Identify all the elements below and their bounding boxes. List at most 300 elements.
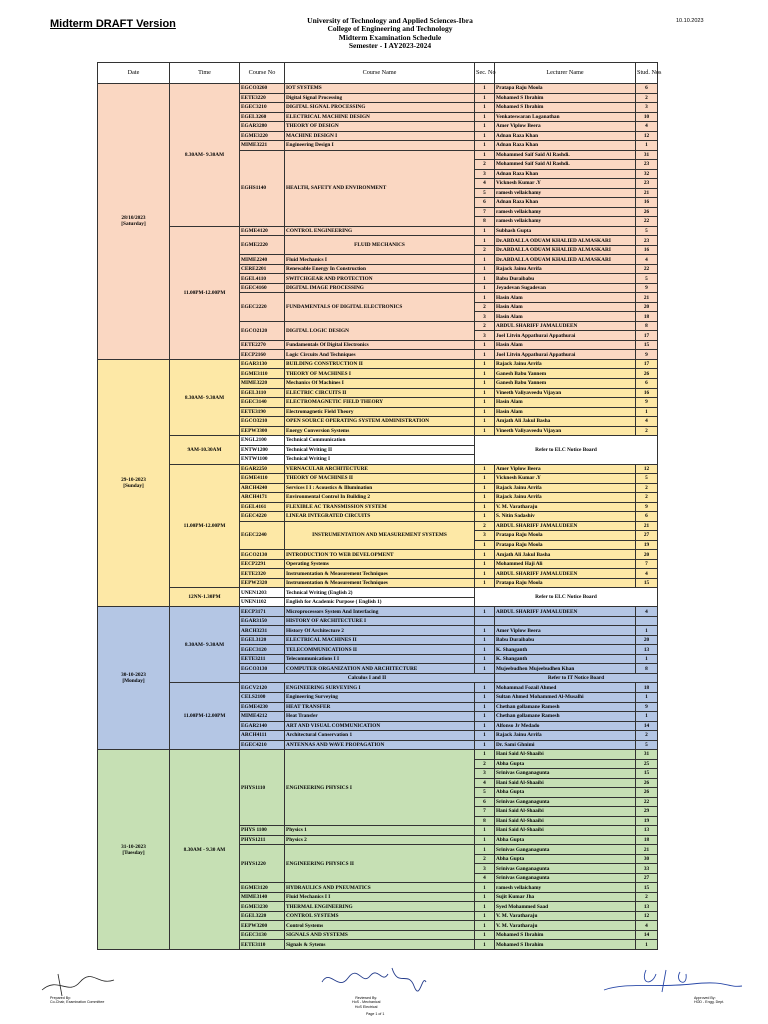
course-code: EEPW2320 bbox=[240, 578, 285, 588]
table-row bbox=[98, 750, 658, 760]
course-code: EETE2270 bbox=[240, 340, 285, 350]
student-count: 4 bbox=[636, 255, 658, 265]
course-code: ARCH3231 bbox=[240, 626, 285, 636]
table-row bbox=[98, 226, 658, 236]
lecturer-name: Mujeebudhen Mujeebudhen Khan bbox=[495, 664, 636, 674]
student-count: 1 bbox=[636, 626, 658, 636]
section-number: 3 bbox=[475, 169, 495, 179]
course-name: Heat Transfer bbox=[285, 712, 475, 722]
column-header-date: Date bbox=[98, 63, 170, 84]
student-count: 13 bbox=[636, 645, 658, 655]
column-header-course-name: Course Name bbox=[285, 63, 475, 84]
lecturer-name: Amjath Ali Jakul Basha bbox=[495, 550, 636, 560]
lecturer-name: Mohammed Saif Said Al Rashdi. bbox=[495, 160, 636, 170]
lecturer-name: Hasin Alam bbox=[495, 302, 636, 312]
time-slot-cell: 8.30AM- 9.30AM bbox=[170, 607, 240, 683]
lecturer-name: Ganesh Babu Yannem bbox=[495, 378, 636, 388]
lecturer-name: Mohamed S Ibrahim bbox=[495, 103, 636, 113]
section-number: 1 bbox=[475, 940, 495, 950]
course-code: EETE3211 bbox=[240, 654, 285, 664]
section-number: 1 bbox=[475, 883, 495, 893]
lecturer-name: Mohamed S Ibrahim bbox=[495, 940, 636, 950]
lecturer-name: Rajack Jainu Arrifa bbox=[495, 483, 636, 493]
course-code: EGAR3150 bbox=[240, 616, 285, 626]
section-number: 1 bbox=[475, 350, 495, 360]
lecturer-name: Hani Said Al-Shaaibi bbox=[495, 778, 636, 788]
reviewed-role-electrical: HoS Electrical bbox=[354, 1004, 378, 1009]
section-number: 1 bbox=[475, 141, 495, 151]
section-number: 1 bbox=[475, 122, 495, 132]
lecturer-name: Syed Mohammed Saad bbox=[495, 902, 636, 912]
course-code: EECP2160 bbox=[240, 350, 285, 360]
course-name: Technical Writing (English 2) bbox=[285, 588, 475, 598]
course-code: EECP3171 bbox=[240, 607, 285, 617]
course-code: MIME3221 bbox=[240, 141, 285, 151]
section-number: 1 bbox=[475, 683, 495, 693]
section-number: 4 bbox=[475, 873, 495, 883]
course-name: INSTRUMENTATION AND MEASUREMENT SYSTEMS bbox=[285, 521, 475, 550]
section-number: 1 bbox=[475, 464, 495, 474]
lecturer-name: Joel Litvin Appathurai Appathurai bbox=[495, 331, 636, 341]
student-count: 14 bbox=[636, 930, 658, 940]
course-name: Telecommunications I I bbox=[285, 654, 475, 664]
course-name: ENGINEERING PHYSICS II bbox=[285, 845, 475, 883]
course-name: ELECTRICAL MACHINE DESIGN bbox=[285, 112, 475, 122]
exam-date: 28/10/2023 bbox=[121, 215, 146, 222]
student-count: 10 bbox=[636, 112, 658, 122]
student-count: 22 bbox=[636, 264, 658, 274]
student-count: 18 bbox=[636, 683, 658, 693]
course-name: Engineering Design I bbox=[285, 141, 475, 151]
time-slot-cell: 11.00PM-12.00PM bbox=[170, 226, 240, 359]
section-number: 3 bbox=[475, 531, 495, 541]
course-name: Fluid Mechanics I bbox=[285, 255, 475, 265]
section-number: 1 bbox=[475, 712, 495, 722]
course-name: ENGINEERING PHYSICS I bbox=[285, 750, 475, 826]
student-count: 5 bbox=[636, 740, 658, 750]
section-number: 1 bbox=[475, 578, 495, 588]
student-count: 7 bbox=[636, 559, 658, 569]
date-cell bbox=[98, 750, 170, 950]
student-count: 4 bbox=[636, 417, 658, 427]
section-number: 2 bbox=[475, 321, 495, 331]
student-count: 3 bbox=[636, 103, 658, 113]
course-name: DIGITAL LOGIC DESIGN bbox=[285, 321, 475, 340]
exam-date: 29-10-2023 bbox=[121, 477, 146, 484]
lecturer-name: Srinivas Ganganagunta bbox=[495, 873, 636, 883]
course-code: EGCO3130 bbox=[240, 664, 285, 674]
exam-weekday: [Sunday] bbox=[123, 483, 144, 490]
student-count: 13 bbox=[636, 826, 658, 836]
lecturer-name: Mohamed S Ibrahim bbox=[495, 93, 636, 103]
student-count: 6 bbox=[636, 84, 658, 94]
lecturer-name: Rajack Jainu Arrifa bbox=[495, 731, 636, 741]
course-code: EGAR2250 bbox=[240, 464, 285, 474]
section-number: 1 bbox=[475, 502, 495, 512]
course-name: Architectural Conservation 1 bbox=[285, 731, 475, 741]
course-name: HYDRAULICS AND PNEUMATICS bbox=[285, 883, 475, 893]
section-number: 3 bbox=[475, 864, 495, 874]
lecturer-name: ABDUL SHARIFF JAMALUDEEN bbox=[495, 569, 636, 579]
section-number: 1 bbox=[475, 93, 495, 103]
student-count: 33 bbox=[636, 864, 658, 874]
lecturer-name: Abha Gupta bbox=[495, 835, 636, 845]
student-count: 26 bbox=[636, 207, 658, 217]
section-number: 6 bbox=[475, 198, 495, 208]
course-code: ARCH4111 bbox=[240, 731, 285, 741]
course-name: THEORY OF MACHINES I bbox=[285, 369, 475, 379]
lecturer-name: Srinivas Ganganagunta bbox=[495, 864, 636, 874]
table-row bbox=[98, 359, 658, 369]
course-code: ARCH4240 bbox=[240, 483, 285, 493]
course-name: Microprocessors System And Interfacing bbox=[285, 607, 475, 617]
section-number: 1 bbox=[475, 645, 495, 655]
course-code: EGME3230 bbox=[240, 902, 285, 912]
student-count: 5 bbox=[636, 474, 658, 484]
section-number: 1 bbox=[475, 493, 495, 503]
time-slot-cell: 8.30AM - 9.30 AM bbox=[170, 750, 240, 950]
course-name: SWITCHGEAR AND PROTECTION bbox=[285, 274, 475, 284]
semester-label: Semester - I AY2023-2024 bbox=[348, 41, 432, 51]
lecturer-name: ABDUL SHARIFF JAMALUDEEN bbox=[495, 321, 636, 331]
section-number: 5 bbox=[475, 188, 495, 198]
section-number: 1 bbox=[475, 930, 495, 940]
reviewed-label: Reviewed By: bbox=[355, 996, 378, 1000]
lecturer-name: Babu Duraibabu bbox=[495, 635, 636, 645]
course-name: Operating Systems bbox=[285, 559, 475, 569]
approved-role: HOD - Engg. Dept. bbox=[694, 1000, 725, 1005]
course-name: VERNACULAR ARCHITECTURE bbox=[285, 464, 475, 474]
section-number: 1 bbox=[475, 550, 495, 560]
section-number: 2 bbox=[475, 302, 495, 312]
lecturer-name: Amer Viplow Beera bbox=[495, 626, 636, 636]
course-code: EGME2220 bbox=[240, 236, 285, 255]
lecturer-name: Adnan Raza Khan bbox=[495, 141, 636, 151]
lecturer-name: Amer Viplow Beera bbox=[495, 122, 636, 132]
footer-prepared bbox=[50, 996, 104, 1005]
student-count: 18 bbox=[636, 835, 658, 845]
student-count: 26 bbox=[636, 778, 658, 788]
student-count: 12 bbox=[636, 131, 658, 141]
section-number: 1 bbox=[475, 559, 495, 569]
column-header-course-no: Course No bbox=[240, 63, 285, 84]
student-count: 31 bbox=[636, 750, 658, 760]
section-number: 5 bbox=[475, 788, 495, 798]
lecturer-name: Pratapa Raju Moola bbox=[495, 84, 636, 94]
student-count: 15 bbox=[636, 769, 658, 779]
course-code: CELS2100 bbox=[240, 693, 285, 703]
lecturer-name: Subhash Gupta bbox=[495, 226, 636, 236]
student-count: 15 bbox=[636, 340, 658, 350]
section-number: 1 bbox=[475, 264, 495, 274]
course-code: EGME4230 bbox=[240, 702, 285, 712]
footer-approved bbox=[694, 996, 724, 1005]
course-name: Technical Communication bbox=[285, 436, 475, 446]
course-code: EGME3120 bbox=[240, 883, 285, 893]
course-code: EGEL3110 bbox=[240, 388, 285, 398]
course-code: CERE2201 bbox=[240, 264, 285, 274]
section-number: 1 bbox=[475, 664, 495, 674]
course-code: EETE2320 bbox=[240, 569, 285, 579]
column-header-section: Sec. No bbox=[475, 63, 495, 84]
section-number: 1 bbox=[475, 626, 495, 636]
prepared-role: Co-Chair, Examination Committee bbox=[50, 1000, 105, 1005]
section-number: 1 bbox=[475, 702, 495, 712]
course-code: EGEL4161 bbox=[240, 502, 285, 512]
student-count: 21 bbox=[636, 521, 658, 531]
course-name: ELECTROMAGNETIC FIELD THEORY bbox=[285, 398, 475, 408]
section-number: 1 bbox=[475, 635, 495, 645]
lecturer-name: Mohammed Haji Ali bbox=[495, 559, 636, 569]
page-number: Page 1 of 1 bbox=[366, 1012, 385, 1016]
university-name: University of Technology and Applied Sciences-Ibra bbox=[307, 16, 473, 25]
lecturer-name: Abha Gupta bbox=[495, 759, 636, 769]
lecturer-name: V. M. Varatharaju bbox=[495, 911, 636, 921]
schedule-title: Midterm Examination Schedule bbox=[338, 32, 442, 42]
course-code: EGAR2140 bbox=[240, 721, 285, 731]
table-row bbox=[98, 464, 658, 474]
section-number: 1 bbox=[475, 911, 495, 921]
section-number: 3 bbox=[475, 331, 495, 341]
lecturer-name: Hasin Alam bbox=[495, 293, 636, 303]
lecturer-name: Dr.ABDALLA ODUAM KHALIED ALMASKARI bbox=[495, 255, 636, 265]
lecturer-name: Mohammad Fozail Ahmed bbox=[495, 683, 636, 693]
course-code: ENGL2100 bbox=[240, 436, 285, 446]
section-number: 1 bbox=[475, 483, 495, 493]
course-name: Physics 1 bbox=[285, 826, 475, 836]
course-code: EGEC3120 bbox=[240, 645, 285, 655]
approved-label: Approved By: bbox=[694, 996, 716, 1000]
section-number: 1 bbox=[475, 607, 495, 617]
course-name: THEORY OF DESIGN bbox=[285, 122, 475, 132]
course-name: MACHINE DESIGN I bbox=[285, 131, 475, 141]
course-name: CONTROL ENGINEERING bbox=[285, 226, 475, 236]
student-count: 2 bbox=[636, 426, 658, 436]
student-count: 12 bbox=[636, 464, 658, 474]
course-code: MIME2240 bbox=[240, 255, 285, 265]
lecturer-name: Ganesh Babu Yannem bbox=[495, 369, 636, 379]
student-count: 9 bbox=[636, 398, 658, 408]
table-row bbox=[98, 588, 658, 598]
course-code: EGME3110 bbox=[240, 369, 285, 379]
lecturer-name: Vineeth Valiyaveedu Vijayan bbox=[495, 388, 636, 398]
lecturer-name: Adnan Raza Khan bbox=[495, 169, 636, 179]
course-code: EGEC4210 bbox=[240, 740, 285, 750]
course-name: Fundamentals Of Digital Electronics bbox=[285, 340, 475, 350]
course-code: EGEC3210 bbox=[240, 103, 285, 113]
student-count: 19 bbox=[636, 816, 658, 826]
student-count: 21 bbox=[636, 293, 658, 303]
student-count: 21 bbox=[636, 188, 658, 198]
course-name: SIGNALS AND SYSTEMS bbox=[285, 930, 475, 940]
student-count: 15 bbox=[636, 578, 658, 588]
student-count: 26 bbox=[636, 369, 658, 379]
course-name: Mechanics Of Machines I bbox=[285, 378, 475, 388]
issue-date: 10.10.2023 bbox=[676, 18, 704, 24]
course-name: ENGINEERING SURVEYING I bbox=[285, 683, 475, 693]
student-count: 26 bbox=[636, 788, 658, 798]
time-slot-cell: 9AM-10.30AM bbox=[170, 436, 240, 465]
student-count: 2 bbox=[636, 493, 658, 503]
lecturer-name: Joel Litvin Appathurai Appathurai bbox=[495, 350, 636, 360]
lecturer-name: Amjath Ali Jakul Basha bbox=[495, 417, 636, 427]
lecturer-name: Adnan Raza Khan bbox=[495, 131, 636, 141]
table-row bbox=[98, 436, 658, 446]
course-name: FLUID MECHANICS bbox=[285, 236, 475, 255]
lecturer-name: Amer Viplow Beera bbox=[495, 464, 636, 474]
section-number: 8 bbox=[475, 816, 495, 826]
course-code: PHYS1220 bbox=[240, 845, 285, 883]
student-count: 23 bbox=[636, 160, 658, 170]
student-count: 29 bbox=[636, 807, 658, 817]
section-number: 4 bbox=[475, 179, 495, 189]
notice-board-cell: Refer to ELC Notice Board bbox=[475, 588, 658, 607]
date-cell bbox=[98, 607, 170, 750]
student-count: 9 bbox=[636, 702, 658, 712]
student-count: 22 bbox=[636, 217, 658, 227]
course-name: Services I I : Acoustics & Illumination bbox=[285, 483, 475, 493]
section-number: 1 bbox=[475, 378, 495, 388]
student-count: 19 bbox=[636, 540, 658, 550]
lecturer-name: Srinivas Ganganagunta bbox=[495, 769, 636, 779]
course-name: DIGITAL IMAGE PROCESSING bbox=[285, 283, 475, 293]
course-code: EGEL3120 bbox=[240, 635, 285, 645]
section-number bbox=[475, 616, 495, 626]
section-number: 1 bbox=[475, 569, 495, 579]
lecturer-name: Pratapa Raju Moola bbox=[495, 540, 636, 550]
time-slot-cell: 8.30AM- 9.30AM bbox=[170, 84, 240, 227]
section-number: 1 bbox=[475, 721, 495, 731]
course-name: Energy Conversion Systems bbox=[285, 426, 475, 436]
course-code: PHYS1211 bbox=[240, 835, 285, 845]
student-count: 9 bbox=[636, 502, 658, 512]
lecturer-name: Dr.ABDALLA ODUAM KHALIED ALMASKARI bbox=[495, 245, 636, 255]
section-number: 1 bbox=[475, 902, 495, 912]
section-number: 1 bbox=[475, 892, 495, 902]
lecturer-name: Hani Said Al-Shaaibi bbox=[495, 816, 636, 826]
course-name: ART AND VISUAL COMMUNICATION bbox=[285, 721, 475, 731]
lecturer-name: Venkateswaran Loganathan bbox=[495, 112, 636, 122]
student-count: 4 bbox=[636, 921, 658, 931]
lecturer-name: Hasin Alam bbox=[495, 407, 636, 417]
course-code: EGEC2240 bbox=[240, 521, 285, 550]
time-slot-cell: 11.00PM-12.00PM bbox=[170, 683, 240, 750]
draft-title: Midterm DRAFT Version bbox=[50, 18, 176, 30]
student-count: 1 bbox=[636, 693, 658, 703]
section-number: 1 bbox=[475, 283, 495, 293]
course-name: Renewable Energy In Construction bbox=[285, 264, 475, 274]
student-count: 32 bbox=[636, 169, 658, 179]
course-name: Logic Circuits And Techniques bbox=[285, 350, 475, 360]
course-code: EGCO3210 bbox=[240, 417, 285, 427]
course-code: EGEC3140 bbox=[240, 398, 285, 408]
exam-date: 30-10-2023 bbox=[121, 672, 146, 679]
course-name: ELECTRICAL MACHINES II bbox=[285, 635, 475, 645]
student-count: 22 bbox=[636, 797, 658, 807]
lecturer-name: Vicknesh Kumar .Y bbox=[495, 474, 636, 484]
student-count: 23 bbox=[636, 236, 658, 246]
lecturer-name: K. Shanganth bbox=[495, 645, 636, 655]
course-name: Engineering Surveying bbox=[285, 693, 475, 703]
lecturer-name: Vineeth Valiyaveedu Vijayan bbox=[495, 426, 636, 436]
course-code: ARCH4171 bbox=[240, 493, 285, 503]
section-number: 1 bbox=[475, 131, 495, 141]
course-code: EGCO2130 bbox=[240, 550, 285, 560]
student-count: 25 bbox=[636, 759, 658, 769]
course-name: OPEN SOURCE OPERATING SYSTEM ADMINISTRATION bbox=[285, 417, 475, 427]
course-name: THEORY OF MACHINES II bbox=[285, 474, 475, 484]
student-count: 1 bbox=[636, 141, 658, 151]
lecturer-name: ramesh vellaichamy bbox=[495, 217, 636, 227]
section-number: 1 bbox=[475, 388, 495, 398]
lecturer-name: Rajack Jainu Arrifa bbox=[495, 493, 636, 503]
lecturer-name: Chethan gollamane Ramesh bbox=[495, 712, 636, 722]
lecturer-name: V. M. Varatharaju bbox=[495, 921, 636, 931]
lecturer-name: Srinivas Ganganagunta bbox=[495, 845, 636, 855]
section-number: 1 bbox=[475, 398, 495, 408]
course-code: EGEC3130 bbox=[240, 930, 285, 940]
section-number: 2 bbox=[475, 854, 495, 864]
lecturer-name: ABDUL SHARIFF JAMALUDEEN bbox=[495, 607, 636, 617]
student-count bbox=[636, 616, 658, 626]
section-number: 1 bbox=[475, 150, 495, 160]
course-code: PHYS 1100 bbox=[240, 826, 285, 836]
course-name: COMPUTER ORGANIZATION AND ARCHITECTURE bbox=[285, 664, 475, 674]
course-code: MIME3140 bbox=[240, 892, 285, 902]
student-count: 20 bbox=[636, 550, 658, 560]
course-name: ELECTRIC CIRCUITS II bbox=[285, 388, 475, 398]
course-name: Environmental Control In Building 2 bbox=[285, 493, 475, 503]
course-name: Signals & Sytems bbox=[285, 940, 475, 950]
course-name: BUILDING CONSTRUCTION II bbox=[285, 359, 475, 369]
column-header-students: Stud. Nos bbox=[636, 63, 658, 84]
course-code: EGME4110 bbox=[240, 474, 285, 484]
course-code: EETE3190 bbox=[240, 407, 285, 417]
table-row bbox=[98, 84, 658, 94]
section-number: 6 bbox=[475, 797, 495, 807]
course-code: EGCO3260 bbox=[240, 84, 285, 94]
lecturer-name: Chethan gollamane Ramesh bbox=[495, 702, 636, 712]
section-number: 4 bbox=[475, 778, 495, 788]
student-count: 4 bbox=[636, 122, 658, 132]
student-count: 13 bbox=[636, 902, 658, 912]
section-number: 1 bbox=[475, 654, 495, 664]
student-count: 1 bbox=[636, 940, 658, 950]
section-number: 3 bbox=[475, 312, 495, 322]
lecturer-name: ramesh vellaichamy bbox=[495, 883, 636, 893]
course-code: MIME3220 bbox=[240, 378, 285, 388]
signature-reviewed-icon bbox=[318, 962, 428, 996]
student-count: 27 bbox=[636, 873, 658, 883]
course-code: PHYS1110 bbox=[240, 750, 285, 826]
lecturer-name bbox=[495, 616, 636, 626]
student-count: 2 bbox=[636, 731, 658, 741]
exam-weekday: [Saturday] bbox=[121, 221, 146, 228]
course-code: MIME4212 bbox=[240, 712, 285, 722]
course-name: HISTORY OF ARCHITECTURE I bbox=[285, 616, 475, 626]
lecturer-name: Jeyadevan Sugadevan bbox=[495, 283, 636, 293]
student-count: 5 bbox=[636, 274, 658, 284]
course-code: EEPW3200 bbox=[240, 921, 285, 931]
time-slot-cell: 12NN-1.30PM bbox=[170, 588, 240, 607]
student-count: 2 bbox=[636, 483, 658, 493]
signature-prepared-icon bbox=[38, 968, 118, 998]
course-code: EGEC4220 bbox=[240, 512, 285, 522]
course-code: UNEN1102 bbox=[240, 597, 285, 607]
student-count: 21 bbox=[636, 845, 658, 855]
exam-schedule-table bbox=[97, 62, 662, 950]
lecturer-name: Vicknesh Kumar .Y bbox=[495, 179, 636, 189]
